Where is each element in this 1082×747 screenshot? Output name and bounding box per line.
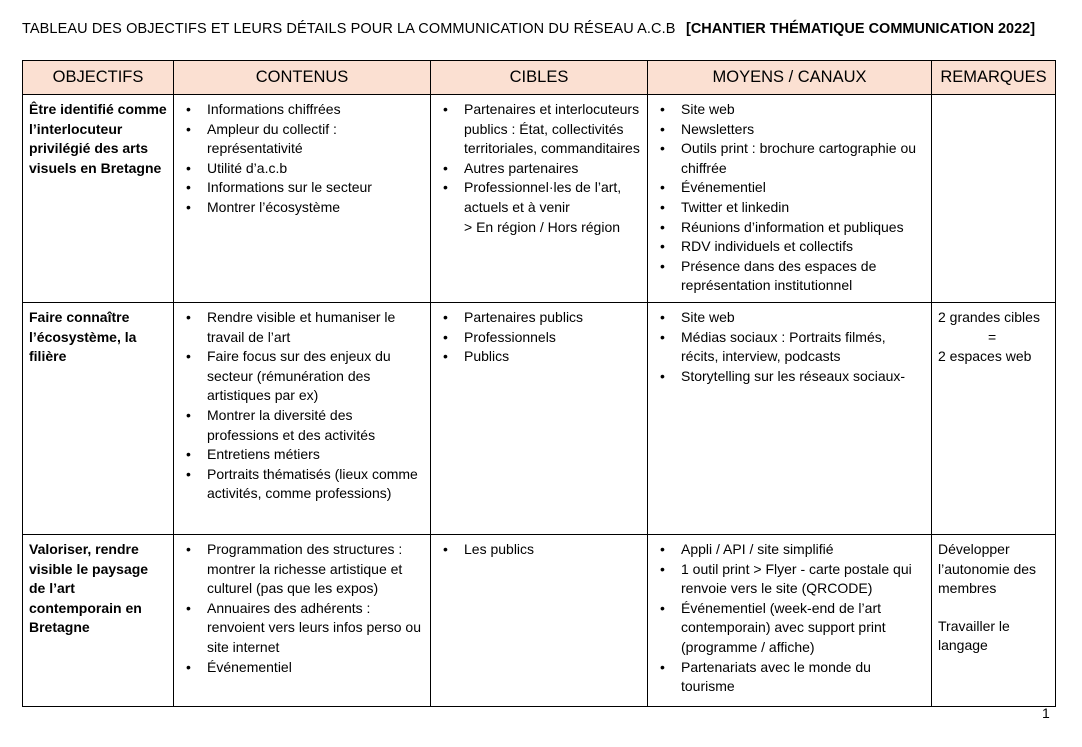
table-row xyxy=(23,534,1056,706)
document-tag: [CHANTIER THÉMATIQUE COMMUNICATION 2022] xyxy=(686,21,1036,37)
list-item: • Les publics xyxy=(464,540,641,560)
list-item: • Médias sociaux : Portraits filmés, récits, interview, podcasts xyxy=(681,328,925,367)
list-item: • Publics xyxy=(464,347,641,367)
column-header-moyens: MOYENS / CANAUX xyxy=(648,61,932,95)
contenus-list xyxy=(180,100,424,218)
list-item: • 1 outil print > Flyer - carte postale qui renvoie vers le site (QRCODE) xyxy=(681,560,925,599)
remark-line: 2 espaces web xyxy=(938,348,1032,365)
table-header-row xyxy=(23,61,1056,95)
remarques-cell xyxy=(932,302,1056,534)
contenus-cell xyxy=(174,95,431,303)
list-item: • Événementiel (week-end de l’art contemporain) avec support print (programme / affiche) xyxy=(681,599,925,658)
objectives-table xyxy=(22,60,1056,707)
cibles-cell xyxy=(431,302,648,534)
list-item: • Twitter et linkedin xyxy=(681,198,925,218)
list-item: • Partenaires et interlocuteurs publics : État, collectivités territoriales, commanditaires xyxy=(464,100,641,159)
moyens-cell xyxy=(648,534,932,706)
cibles-list xyxy=(437,308,641,367)
objective-cell: Valoriser, rendre visible le paysage de l’art contemporain en Bretagne xyxy=(23,534,174,706)
list-item: • Annuaires des adhérents : renvoient vers leurs infos perso ou site internet xyxy=(207,599,424,658)
list-item: • Faire focus sur des enjeux du secteur (rémunération des artistiques par ex) xyxy=(207,347,424,406)
contenus-cell xyxy=(174,534,431,706)
cibles-list xyxy=(437,100,641,237)
list-item: • Autres partenaires xyxy=(464,159,641,179)
remark-paragraph: Travailler le langage xyxy=(938,617,1010,654)
list-item-text: Professionnel·les de l’art, actuels et à venir xyxy=(464,179,622,215)
list-item: • Rendre visible et humaniser le travail de l’art xyxy=(207,308,424,347)
list-item: • Entretiens métiers xyxy=(207,445,424,465)
cibles-cell xyxy=(431,534,648,706)
list-item: • Appli / API / site simplifié xyxy=(681,540,925,560)
remark-line: 2 grandes cibles xyxy=(938,308,1040,325)
remark-paragraph: Développer l’autonomie des membres xyxy=(938,540,1037,597)
list-item: • Outils print : brochure cartographie ou chiffrée xyxy=(681,139,925,178)
list-item: • Storytelling sur les réseaux sociaux- xyxy=(681,367,925,387)
list-item: • Montrer l’écosystème xyxy=(207,198,424,218)
list-item: • Site web xyxy=(681,100,925,120)
list-item: • Partenariats avec le monde du tourisme xyxy=(681,658,925,697)
contenus-list xyxy=(180,540,424,677)
table-row xyxy=(23,302,1056,534)
contenus-cell xyxy=(174,302,431,534)
moyens-list xyxy=(654,308,925,386)
list-item: • Présence dans des espaces de représentation institutionnel xyxy=(681,257,925,296)
list-item xyxy=(464,178,641,237)
remarques-cell xyxy=(932,95,1056,303)
moyens-list xyxy=(654,540,925,697)
list-item: • Portraits thématisés (lieux comme activités, comme professions) xyxy=(207,465,424,504)
list-item: • Partenaires publics xyxy=(464,308,641,328)
list-item: • Événementiel xyxy=(207,658,424,678)
list-item: • Ampleur du collectif : représentativité xyxy=(207,120,424,159)
list-item: • Informations sur le secteur xyxy=(207,178,424,198)
moyens-list xyxy=(654,100,925,296)
list-item: • Réunions d’information et publiques xyxy=(681,218,925,238)
objective-cell: Faire connaître l’écosystème, la filière xyxy=(23,302,174,534)
document-title: TABLEAU DES OBJECTIFS ET LEURS DÉTAILS POUR LA COMMUNICATION DU RÉSEAU A.C.B xyxy=(22,21,676,37)
list-item: • Informations chiffrées xyxy=(207,100,424,120)
list-item: • Professionnels xyxy=(464,328,641,348)
column-header-remarques: REMARQUES xyxy=(932,61,1056,95)
column-header-cibles: CIBLES xyxy=(431,61,648,95)
list-item: • Programmation des structures : montrer la richesse artistique et culturel (pas que les expos) xyxy=(207,540,424,599)
contenus-list xyxy=(180,308,424,504)
moyens-cell xyxy=(648,95,932,303)
list-item: • Newsletters xyxy=(681,120,925,140)
region-note: > En région / Hors région xyxy=(464,218,621,235)
objective-cell: Être identifié comme l’interlocuteur privilégié des arts visuels en Bretagne xyxy=(23,95,174,303)
list-item: • Montrer la diversité des professions et des activités xyxy=(207,406,424,445)
list-item: • Site web xyxy=(681,308,925,328)
cibles-list xyxy=(437,540,641,560)
list-item: • Événementiel xyxy=(681,178,925,198)
table-row xyxy=(23,95,1056,303)
remarques-cell xyxy=(932,534,1056,706)
page-number: 1 xyxy=(1042,705,1050,721)
moyens-cell xyxy=(648,302,932,534)
list-item: • RDV individuels et collectifs xyxy=(681,237,925,257)
column-header-objectifs: OBJECTIFS xyxy=(23,61,174,95)
list-item: • Utilité d’a.c.b xyxy=(207,159,424,179)
column-header-contenus: CONTENUS xyxy=(174,61,431,95)
cibles-cell xyxy=(431,95,648,303)
remark-equals: = xyxy=(988,328,997,345)
